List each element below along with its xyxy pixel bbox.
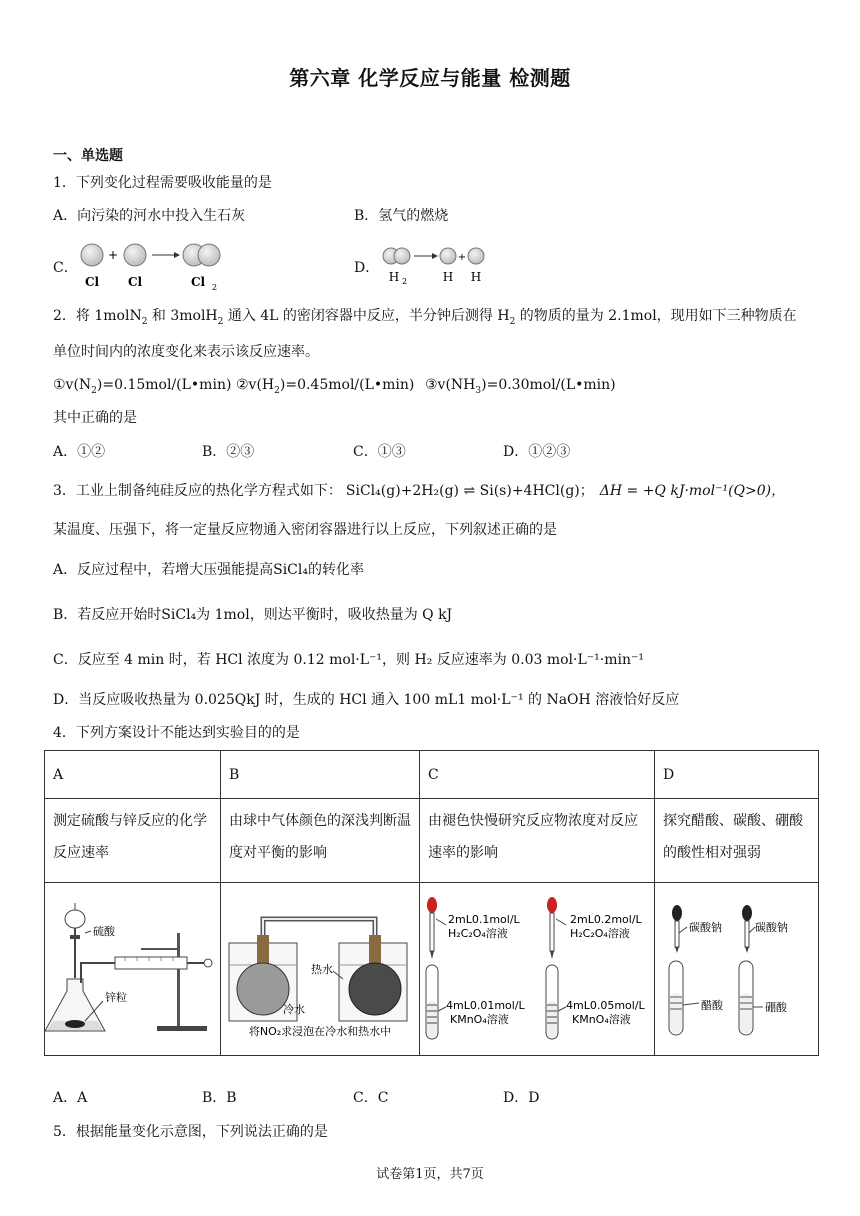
- svg-text:+: +: [107, 248, 119, 262]
- q4-stem: 4．下列方案设计不能达到实验目的的是: [53, 725, 300, 741]
- cl2-sub: 2: [212, 283, 218, 292]
- figure-d: [655, 883, 819, 1056]
- q2-stem-line1: 2．将 1molN$_2$ 和 3molH$_2$ 通入 4L 的密闭容器中反应，半分钟后测得 $H_2$ 的物质的量为 2.1mol，现用如下三种物质在: [53, 308, 797, 327]
- q1-figure-c: [78, 240, 228, 296]
- q3-option-b: B．若反应开始时SiCl₄为 1mol，则达平衡时，吸收热量为 Q kJ: [53, 607, 453, 623]
- desc-d: 探究醋酸、碳酸、硼酸的酸性相对强弱: [655, 799, 819, 883]
- q2-option-a: A．①②: [53, 444, 106, 460]
- q2-option-d: D．①②③: [503, 444, 571, 460]
- cl2-label: Cl: [190, 275, 206, 289]
- page-footer: 试卷第1页，共7页: [376, 1167, 484, 1182]
- h2-sub: 2: [402, 277, 408, 286]
- svg-text:KMnO₄溶液: KMnO₄溶液: [572, 1013, 631, 1026]
- figure-b: [221, 883, 420, 1056]
- svg-text:碳酸钠: 碳酸钠: [755, 921, 788, 934]
- col-header-b: B: [221, 751, 420, 799]
- q1-figure-d: [380, 246, 490, 288]
- q3-equation: SiCl₄(g)+2H₂(g) ⇌ Si(s)+4HCl(g)；: [345, 483, 594, 499]
- h2-label: H: [388, 270, 400, 284]
- cl-label: Cl: [84, 275, 100, 289]
- q2-rate-1: $①v(N_2)=0.15mol/(L•\min)$: [53, 377, 232, 396]
- apparatus-a-diagram: [45, 883, 219, 1051]
- q4-option-b: B．B: [202, 1090, 237, 1106]
- h-label: H: [470, 270, 482, 284]
- svg-text:碳酸钠: 碳酸钠: [689, 921, 722, 934]
- q1-option-a: A．向污染的河水中投入生石灰: [53, 208, 246, 224]
- q2-option-c: C．①③: [353, 444, 406, 460]
- figure-c: [420, 883, 655, 1056]
- q3-enthalpy: ΔH = +Q kJ·mol⁻¹(Q>0)，: [599, 483, 786, 499]
- desc-a: 测定硫酸与锌反应的化学反应速率: [45, 799, 221, 883]
- cold-water-label: 冷水: [283, 1003, 305, 1016]
- apparatus-c-diagram: [420, 883, 654, 1051]
- svg-text:H₂C₂O₄溶液: H₂C₂O₄溶液: [570, 927, 630, 940]
- q2-option-b: B．②③: [202, 444, 255, 460]
- q4-table: [44, 750, 819, 1056]
- svg-text:4mL0.05mol/L: 4mL0.05mol/L: [566, 999, 645, 1012]
- apparatus-b-diagram: [221, 883, 419, 1051]
- q2-rate-3: $③v(NH_3)=0.30mol/(L•\min)$: [425, 377, 616, 396]
- q3-option-a: A．反应过程中，若增大压强能提高SiCl₄的转化率: [53, 562, 364, 578]
- zinc-label: 锌粒: [105, 991, 127, 1004]
- q3-stem-line2: 某温度、压强下，将一定量反应物通入密闭容器进行以上反应，下列叙述正确的是: [53, 522, 557, 538]
- cl-label: Cl: [127, 275, 143, 289]
- q4-option-a: A．A: [53, 1090, 88, 1106]
- svg-text:+: +: [457, 252, 467, 263]
- svg-text:2mL0.2mol/L: 2mL0.2mol/L: [570, 913, 642, 926]
- q1-option-d: D．: [354, 260, 380, 276]
- q2-stem-line2: 单位时间内的浓度变化来表示该反应速率。: [53, 344, 319, 360]
- svg-text:KMnO₄溶液: KMnO₄溶液: [450, 1013, 509, 1026]
- svg-text:H₂C₂O₄溶液: H₂C₂O₄溶液: [448, 927, 508, 940]
- q3-option-c: C．反应至 4 min 时，若 HCl 浓度为 0.12 mol·L⁻¹，则 H₂ 反应速率为 0.03 mol·L⁻¹·min⁻¹: [53, 652, 644, 668]
- q2-stem-line3: 其中正确的是: [53, 410, 137, 426]
- figure-a: [45, 883, 221, 1056]
- q3-stem-line1: 3．工业上制备纯硅反应的热化学方程式如下： SiCl₄(g)+2H₂(g) ⇌ Si(s)+4HCl(g)； ΔH = +Q kJ·mol⁻¹(Q>0)，: [53, 483, 786, 499]
- q3-option-d: D．当反应吸收热量为 0.025QkJ 时，生成的 HCl 通入 100 mL1 mol·L⁻¹ 的 NaOH 溶液恰好反应: [53, 692, 680, 708]
- desc-c: 由褪色快慢研究反应物浓度对反应速率的影响: [420, 799, 655, 883]
- hot-water-label: 热水: [311, 963, 333, 976]
- col-header-d: D: [655, 751, 819, 799]
- page-title: 第六章 化学反应与能量 检测题: [289, 66, 571, 90]
- col-header-a: A: [45, 751, 221, 799]
- col-header-c: C: [420, 751, 655, 799]
- apparatus-d-diagram: [655, 883, 818, 1051]
- svg-text:醋酸: 醋酸: [701, 999, 723, 1012]
- q1-option-c: C．: [53, 260, 78, 276]
- q1-option-b: B．氢气的燃烧: [354, 208, 449, 224]
- q1-stem: 1．下列变化过程需要吸收能量的是: [53, 175, 272, 191]
- h-label: H: [442, 270, 454, 284]
- sulfuric-acid-label: 硫酸: [93, 925, 115, 938]
- svg-text:4mL0.01mol/L: 4mL0.01mol/L: [446, 999, 525, 1012]
- q5-stem: 5．根据能量变化示意图，下列说法正确的是: [53, 1124, 328, 1140]
- desc-b: 由球中气体颜色的深浅判断温度对平衡的影响: [221, 799, 420, 883]
- q4-option-d: D．D: [503, 1090, 540, 1106]
- section-heading: 一、单选题: [53, 148, 123, 164]
- q4-option-c: C．C: [353, 1090, 389, 1106]
- svg-text:硼酸: 硼酸: [765, 1001, 787, 1014]
- q2-rate-2: $②v(H_2)=0.45mol/(L•\min)$: [236, 377, 415, 396]
- figure-b-caption: 将NO₂求浸泡在冷水和热水中: [248, 1025, 392, 1038]
- svg-text:2mL0.1mol/L: 2mL0.1mol/L: [448, 913, 520, 926]
